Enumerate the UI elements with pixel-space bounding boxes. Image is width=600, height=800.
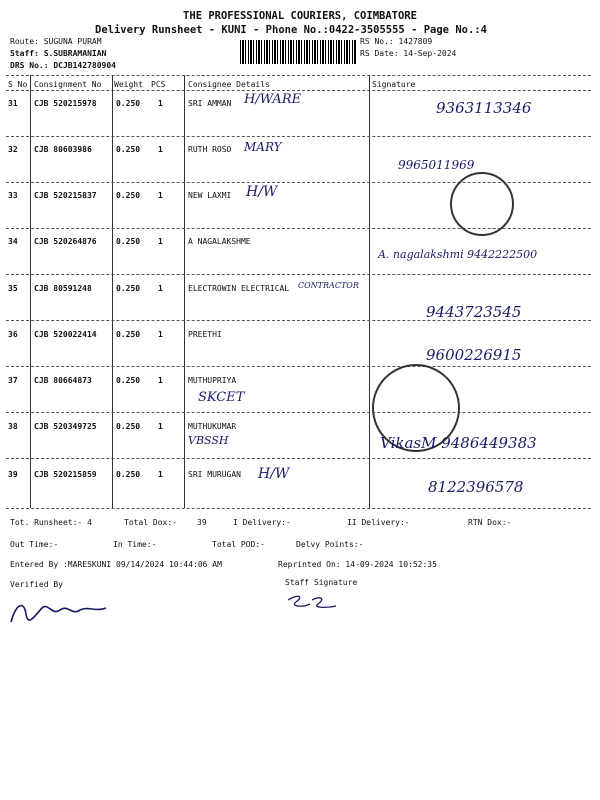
row-sno: 39 (8, 470, 18, 479)
row-pcs: 1 (158, 99, 163, 108)
ii-delivery: II Delivery:- (347, 518, 410, 527)
row-consignment: CJB 520215978 (34, 99, 97, 108)
tot-runsheet: Tot. Runsheet:- 4 (10, 518, 92, 527)
col-weight: Weight (114, 80, 143, 89)
row-consignee: SRI MURUGAN (188, 470, 241, 479)
row-consignee: MUTHUKUMAR (188, 422, 237, 431)
row-handwriting: H/W (246, 184, 278, 200)
row-consignee: MUTHUPRIYA (188, 376, 237, 385)
row-consignment: CJB 520349725 (34, 422, 97, 431)
drs-number: DRS No.: DCJB142780904 (10, 61, 116, 70)
row-handwriting: CONTRACTOR (298, 281, 359, 290)
row-pcs: 1 (158, 376, 163, 385)
reprinted-on: Reprinted On: 14-09-2024 10:52:35 (278, 560, 437, 569)
row-sno: 34 (8, 237, 18, 246)
row-weight: 0.250 (116, 376, 141, 385)
row-consignment: CJB 520264876 (34, 237, 97, 246)
row-pcs: 1 (158, 422, 163, 431)
row-consignee: SRI AMMAN (188, 99, 232, 108)
row-consignee: ELECTROWIN ELECTRICAL (188, 284, 290, 293)
col-pcs: PCS (151, 80, 166, 89)
row-handwriting: VBSSH (188, 434, 229, 447)
row-consignee: NEW LAXMI (188, 191, 232, 200)
row-consignment: CJB 80664873 (34, 376, 92, 385)
row-handwriting: H/WARE (244, 92, 302, 107)
rs-date: RS Date: 14-Sep-2024 (360, 49, 457, 58)
row-sno: 38 (8, 422, 18, 431)
row-sno: 35 (8, 284, 18, 293)
total-dox-value: 39 (197, 518, 207, 527)
row-handwriting: SKCET (198, 390, 245, 405)
staff-signature (284, 592, 344, 614)
row-handwriting: H/W (258, 466, 290, 482)
row-pcs: 1 (158, 191, 163, 200)
row-pcs: 1 (158, 145, 163, 154)
row-weight: 0.250 (116, 191, 141, 200)
row-sno: 31 (8, 99, 18, 108)
in-time: In Time:- (113, 540, 157, 549)
company-title: THE PROFESSIONAL COURIERS, COIMBATORE (183, 10, 417, 22)
row-signature: 8122396578 (428, 478, 524, 496)
col-signature: Signature (372, 80, 416, 89)
row-signature: 9443723545 (426, 303, 522, 321)
col-sno: S No (8, 80, 28, 89)
row-consignee: A NAGALAKSHME (188, 237, 251, 246)
row-consignee: PREETHI (188, 330, 222, 339)
row-sno: 36 (8, 330, 18, 339)
row-consignee: RUTH ROSO (188, 145, 232, 154)
staff-label: Staff: S.SUBRAMANIAN (10, 49, 107, 58)
row-weight: 0.250 (116, 330, 141, 339)
verifier-signature (6, 594, 116, 634)
row-signature: 9600226915 (426, 346, 522, 364)
total-pod: Total POD:- (212, 540, 265, 549)
row-weight: 0.250 (116, 470, 141, 479)
row-weight: 0.250 (116, 237, 141, 246)
rtn-dox: RTN Dox:- (468, 518, 512, 527)
i-delivery: I Delivery:- (233, 518, 291, 527)
row-signature: A. nagalakshmi 9442222500 (378, 248, 538, 261)
row-signature: 9965011969 (398, 158, 475, 172)
row-weight: 0.250 (116, 145, 141, 154)
row-handwriting: MARY (244, 140, 282, 154)
route-label: Route: SUGUNA PURAM (10, 37, 102, 46)
runsheet-title: Delivery Runsheet - KUNI - Phone No.:0422-3505555 - Page No.:4 (95, 24, 487, 36)
col-consignment: Consignment No (34, 80, 102, 89)
staff-signature-label: Staff Signature (285, 578, 358, 587)
row-sno: 32 (8, 145, 18, 154)
row-consignment: CJB 80603986 (34, 145, 92, 154)
rs-number: RS No.: 1427809 (360, 37, 433, 46)
row-weight: 0.250 (116, 284, 141, 293)
verified-by: Verified By (10, 580, 63, 589)
row-pcs: 1 (158, 237, 163, 246)
row-weight: 0.250 (116, 99, 141, 108)
total-dox-label: Total Dox:- (124, 518, 177, 527)
row-sno: 33 (8, 191, 18, 200)
out-time: Out Time:- (10, 540, 59, 549)
delvy-points: Delvy Points:- (296, 540, 364, 549)
row-pcs: 1 (158, 284, 163, 293)
entered-by: Entered By :MARESKUNI 09/14/2024 10:44:06 AM (10, 560, 222, 569)
row-signature: 9363113346 (436, 99, 532, 117)
row-consignment: CJB 520022414 (34, 330, 97, 339)
barcode (240, 40, 356, 64)
col-consignee: Consignee Details (188, 80, 270, 89)
row-sno: 37 (8, 376, 18, 385)
row-pcs: 1 (158, 470, 163, 479)
row-consignment: CJB 520215837 (34, 191, 97, 200)
row-weight: 0.250 (116, 422, 141, 431)
row-signature: VikasM 9486449383 (380, 434, 537, 452)
row-consignment: CJB 80591248 (34, 284, 92, 293)
hardware-stamp (450, 172, 514, 236)
row-consignment: CJB 520215859 (34, 470, 97, 479)
row-pcs: 1 (158, 330, 163, 339)
